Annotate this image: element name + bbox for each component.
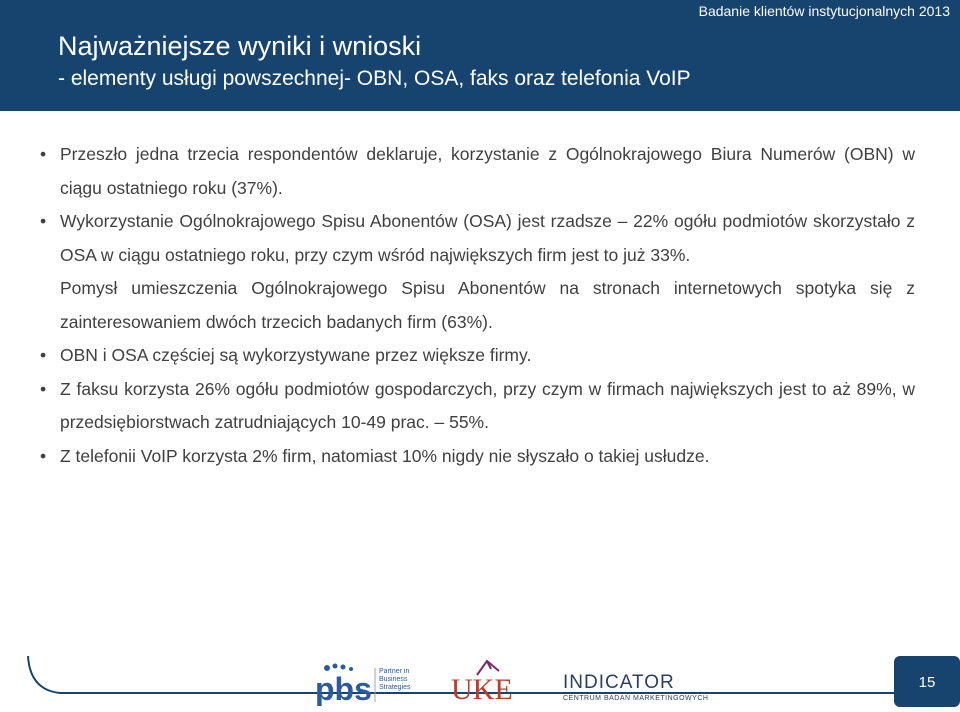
svg-text:UKE: UKE	[451, 673, 513, 706]
svg-text:pbs: pbs	[315, 671, 372, 706]
indicator-logo	[563, 670, 713, 702]
bullet-obn-usage: • Przeszło jedna trzecia respondentów deklaruje, korzystanie z Ogólnokrajowego Biura Numerów (OBN) w ciągu ostatniego roku (37%).	[40, 138, 915, 205]
svg-text:CENTRUM BADAŃ MARKETINGOWYCH: CENTRUM BADAŃ MARKETINGOWYCH	[563, 695, 709, 702]
slide-subtitle: - elementy usługi powszechnej- OBN, OSA, faks oraz telefonia VoIP	[58, 67, 691, 90]
paragraph-osa-online: Pomysł umieszczenia Ogólnokrajowego Spisu Abonentów na stronach internetowych spotyka się z zainteresowaniem dwóch trzecich badanych firm (63%).	[60, 278, 915, 332]
bullet-larger-firms: • OBN i OSA częściej są wykorzystywane przez większe firmy.	[40, 339, 915, 373]
svg-text:INDICATOR: INDICATOR	[563, 672, 675, 693]
slide-body	[40, 138, 915, 473]
bullet-voip-usage: • Z telefonii VoIP korzysta 2% firm, natomiast 10% nigdy nie słyszało o takiej usłudze.	[40, 440, 915, 474]
slide-header	[0, 0, 960, 111]
bullet-osa-usage: • Wykorzystanie Ogólnokrajowego Spisu Abonentów (OSA) jest rzadsze – 22% ogółu podmiotów skorzystało z OSA w ciągu ostatniego roku, przy czym wśród największych firm jest to już 33%.	[40, 205, 915, 272]
page-number-badge	[894, 656, 960, 707]
bullet-fax-usage: • Z faksu korzysta 26% ogółu podmiotów gospodarczych, przy czym w firmach największych jest to aż 89%, w przedsiębiorstwach zatrudniających 10-49 prac. – 55%.	[40, 373, 915, 440]
report-tag: Badanie klientów instytucjonalnych 2013	[698, 3, 950, 19]
pbs-logo: pbs Partner in Business Strategies	[313, 662, 433, 706]
slide-title: Najważniejsze wyniki i wnioski	[58, 31, 422, 61]
uke-logo	[447, 657, 527, 707]
page-number: 15	[918, 674, 936, 691]
